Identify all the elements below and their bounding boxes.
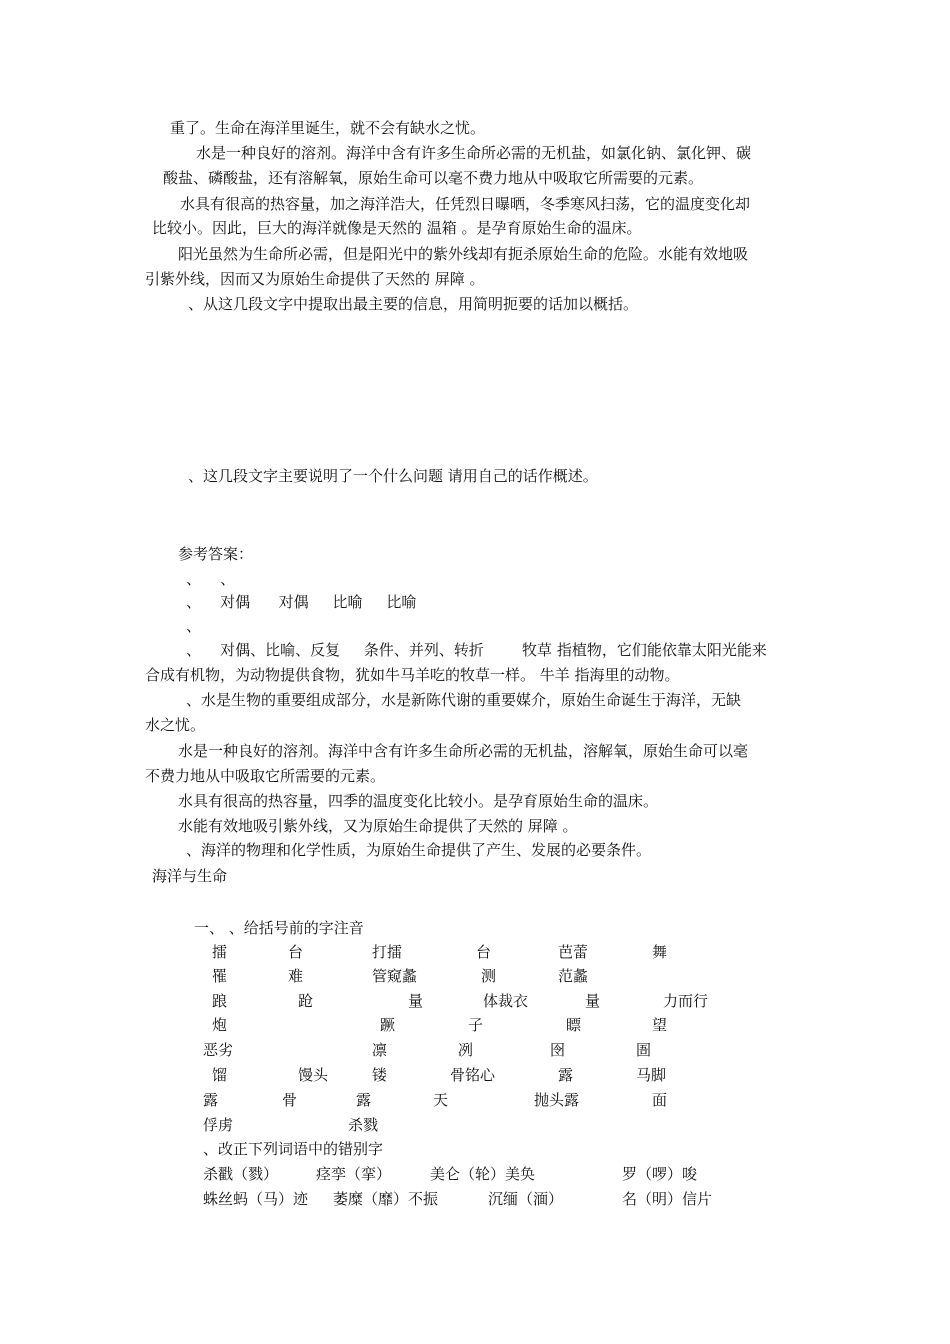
pinyin-word: 天 xyxy=(433,1091,449,1109)
passage-line: 重了。生命在海洋里诞生，就不会有缺水之忧。 xyxy=(170,119,486,137)
pinyin-word: 擂 xyxy=(212,943,228,961)
typo-item: 萎糜（靡）不振 xyxy=(333,1190,439,1208)
pinyin-word: 范蠡 xyxy=(558,967,589,985)
answer-line: 、 xyxy=(186,617,202,635)
pinyin-word: 骨铭心 xyxy=(450,1066,496,1084)
typo-item: 美仑（轮）美奂 xyxy=(430,1165,536,1183)
passage-line: 引紫外线，因而又为原始生命提供了天然的 屏障 。 xyxy=(145,270,485,288)
pinyin-word: 芭蕾 xyxy=(558,943,589,961)
pinyin-word: 打擂 xyxy=(372,943,403,961)
pinyin-heading: 一、 、给括号前的字注音 xyxy=(194,919,364,937)
typo-item: 罗（啰）唆 xyxy=(622,1165,698,1183)
answer-line: 、 对偶、比喻、反复 条件、并列、转折 牧草 指植物，它们能依靠太阳光能来 xyxy=(186,641,767,659)
answer-line: 水能有效地吸引紫外线，又为原始生命提供了天然的 屏障 。 xyxy=(178,817,578,835)
question-1: 、从这几段文字中提取出最主要的信息，用简明扼要的话加以概括。 xyxy=(188,295,639,313)
pinyin-word: 罹 xyxy=(212,967,228,985)
answer-line: 合成有机物，为动物提供食物，犹如牛马羊吃的牧草一样。 牛羊 指海里的动物。 xyxy=(145,666,680,684)
typo-item: 痉孪（挛） xyxy=(316,1165,392,1183)
passage-line: 酸盐、磷酸盐，还有溶解氧，原始生命可以毫不费力地从中吸取它所需要的元素。 xyxy=(163,169,704,187)
pinyin-word: 面 xyxy=(652,1091,668,1109)
pinyin-word: 露 xyxy=(203,1091,219,1109)
pinyin-word: 瞟 xyxy=(566,1016,582,1034)
answers-heading: 参考答案： xyxy=(178,545,254,563)
answer-line: 水具有很高的热容量，四季的温度变化比较小。是孕育原始生命的温床。 xyxy=(178,792,659,810)
pinyin-word: 量 xyxy=(408,992,424,1010)
pinyin-word: 恶劣 xyxy=(203,1041,234,1059)
answer-line: 水之忧。 xyxy=(145,716,206,734)
pinyin-word: 子 xyxy=(468,1016,484,1034)
pinyin-word: 骨 xyxy=(282,1091,298,1109)
typo-item: 名（明）信片 xyxy=(622,1190,713,1208)
pinyin-word: 蹶 xyxy=(380,1016,396,1034)
passage-line: 阳光虽然为生命所必需，但是阳光中的紫外线却有扼杀原始生命的危险。水能有效地吸 xyxy=(178,245,749,263)
typo-item: 蛛丝蚂（马）迹 xyxy=(203,1190,309,1208)
passage-line: 比较小。因此，巨大的海洋就像是天然的 温箱 。是孕育原始生命的温床。 xyxy=(152,219,642,237)
pinyin-word: 难 xyxy=(288,967,304,985)
pinyin-word: 杀戮 xyxy=(348,1116,379,1134)
pinyin-word: 馒头 xyxy=(298,1066,329,1084)
pinyin-word: 舞 xyxy=(652,943,668,961)
answer-line: 水是一种良好的溶剂。海洋中含有许多生命所必需的无机盐，溶解氧，原始生命可以毫 xyxy=(178,742,749,760)
answer-line: 、 对偶 对偶 比喻 比喻 xyxy=(186,593,417,611)
pinyin-word: 抛头露 xyxy=(534,1091,580,1109)
pinyin-word: 凛 xyxy=(372,1041,388,1059)
pinyin-word: 馏 xyxy=(212,1066,228,1084)
pinyin-word: 台 xyxy=(288,943,304,961)
pinyin-word: 力而行 xyxy=(663,992,709,1010)
pinyin-word: 马脚 xyxy=(636,1066,667,1084)
pinyin-word: 体裁衣 xyxy=(483,992,529,1010)
typos-heading: 、改正下列词语中的错别字 xyxy=(203,1140,384,1158)
pinyin-word: 冽 xyxy=(458,1041,474,1059)
pinyin-word: 台 xyxy=(476,943,492,961)
section-title: 海洋与生命 xyxy=(152,867,228,885)
pinyin-word: 露 xyxy=(558,1066,574,1084)
pinyin-word: 踉 xyxy=(212,992,228,1010)
answer-line: 、水是生物的重要组成部分，水是新陈代谢的重要媒介，原始生命诞生于海洋，无缺 xyxy=(186,691,742,709)
pinyin-word: 管窥蠡 xyxy=(372,967,418,985)
typo-item: 沉缅（湎） xyxy=(488,1190,564,1208)
passage-line: 水是一种良好的溶剂。海洋中含有许多生命所必需的无机盐，如氯化钠、氯化钾、碳 xyxy=(196,144,752,162)
pinyin-word: 炮 xyxy=(212,1016,228,1034)
pinyin-word: 露 xyxy=(356,1091,372,1109)
pinyin-word: 俘虏 xyxy=(203,1116,234,1134)
typo-item: 杀戳（戮） xyxy=(203,1165,279,1183)
pinyin-word: 镂 xyxy=(372,1066,388,1084)
answer-line: 、 、 xyxy=(186,570,236,588)
pinyin-word: 望 xyxy=(652,1016,668,1034)
answer-line: 不费力地从中吸取它所需要的元素。 xyxy=(145,767,386,785)
pinyin-word: 圄 xyxy=(636,1041,652,1059)
question-2: 、这几段文字主要说明了一个什么问题 请用自己的话作概述。 xyxy=(188,467,598,485)
pinyin-word: 囹 xyxy=(550,1041,566,1059)
pinyin-word: 跄 xyxy=(298,992,314,1010)
passage-line: 水具有很高的热容量，加之海洋浩大，任凭烈日曝晒，冬季寒风扫荡，它的温度变化却 xyxy=(180,195,751,213)
pinyin-word: 测 xyxy=(481,967,497,985)
answer-line: 、海洋的物理和化学性质，为原始生命提供了产生、发展的必要条件。 xyxy=(186,841,652,859)
pinyin-word: 量 xyxy=(585,992,601,1010)
